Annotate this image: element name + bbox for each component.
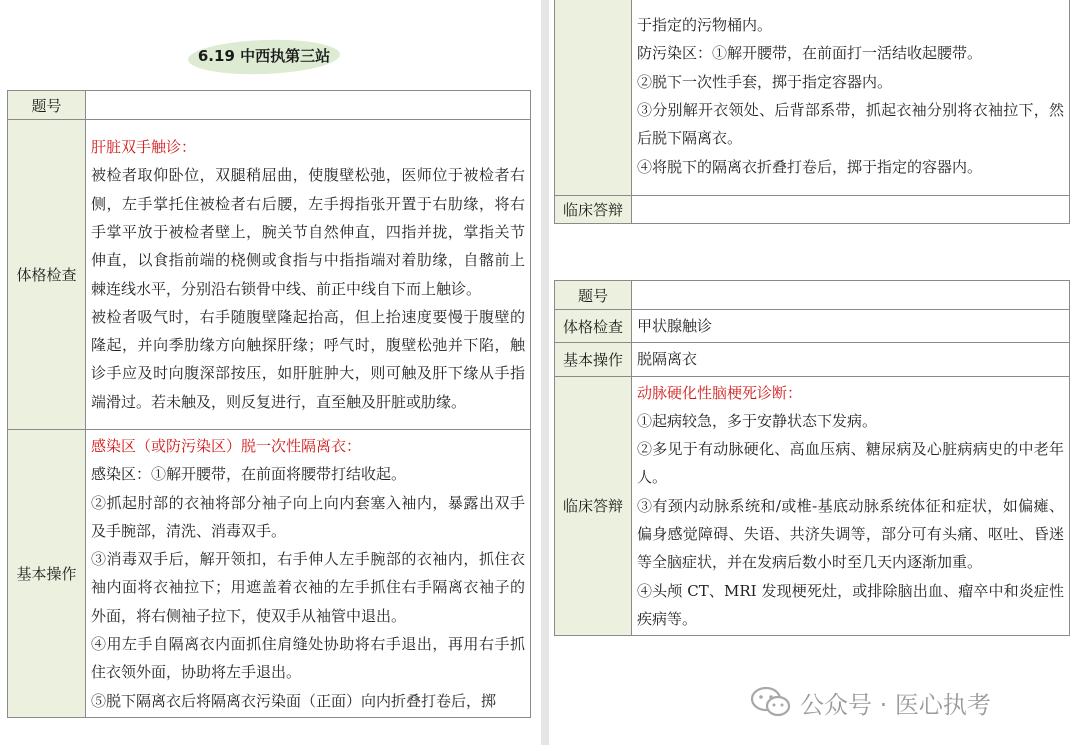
watermark-text: 公众号 · 医心执考: [800, 690, 991, 719]
paragraph: ④将脱下的隔离衣折叠打卷后，掷于指定的容器内。: [637, 157, 983, 176]
title-text: 6.19 中西执第三站: [197, 47, 331, 65]
row-label-basic-operation: 基本操作: [8, 430, 86, 718]
section-heading: 动脉硬化性脑梗死诊断：: [637, 383, 803, 402]
paragraph: ④用左手自隔离衣内面抓住肩缝处协助将右手退出，再用右手抓住衣领外面，协助将左手退出。: [91, 635, 525, 682]
paragraph: ③分别解开衣领处、后背部系带，抓起衣袖分别将衣袖拉下，然后脱下隔离衣。: [637, 101, 1064, 148]
table-row: [555, 343, 1070, 376]
paragraph: ②抓起肘部的衣袖将部分袖子向上向内套塞入袖内，暴露出双手及手腕部，清洗、消毒双手。: [91, 493, 525, 540]
paragraph: ⑤脱下隔离衣后将隔离衣污染面（正面）向内折叠打卷后，掷: [91, 691, 497, 710]
question-number-value: [632, 281, 1070, 310]
paragraph: 于指定的污物桶内。: [637, 16, 773, 35]
row-label-question-number: 题号: [555, 281, 632, 310]
clinical-defense-content: [632, 376, 1070, 636]
section-heading: 肝脏双手触诊：: [91, 138, 197, 157]
section-heading: 感染区（或防污染区）脱一次性隔离衣：: [91, 437, 362, 455]
right-top-table: [554, 0, 1070, 224]
table-row: [555, 0, 1070, 196]
paragraph: 被检者吸气时，右手随腹壁隆起抬高，但上抬速度要慢于腹壁的隆起，并向季肋缘方向触探肝缘；呼气时，腹壁松弛并下陷，触诊手应及时向腹深部按压，如肝脏肿大，则可触及肝下缘从手指端滑过。若未触及，则反复进行，直至触及肝脏或肋缘。: [91, 307, 525, 411]
basic-operation-content: [86, 430, 531, 718]
wechat-icon: [750, 685, 792, 719]
paragraph: ①起病较急，多于安静状态下发病。: [637, 411, 878, 430]
paragraph: ②多见于有动脉硬化、高血压病、糖尿病及心脏病病史的中老年人。: [637, 440, 1064, 487]
table-row: [555, 376, 1070, 636]
table-row: [8, 430, 531, 718]
table-row: [555, 281, 1070, 310]
physical-exam-value: 甲状腺触诊: [632, 310, 1070, 343]
row-label-clinical-defense: 临床答辩: [555, 196, 632, 224]
paragraph: ③有颈内动脉系统和/或椎-基底动脉系统体征和症状，如偏瘫、偏身感觉障碍、失语、共济失调等，部分可有头痛、呕吐、昏迷等全脑症状，并在发病后数小时至几天内逐渐加重。: [637, 496, 1064, 572]
paragraph: ②脱下一次性手套，掷于指定容器内。: [637, 72, 893, 91]
row-label-question-number: 题号: [8, 91, 86, 120]
row-label-basic-operation: 基本操作: [555, 343, 632, 376]
paragraph: 感染区：①解开腰带，在前面将腰带打结收起。: [91, 465, 407, 484]
table-row: [555, 310, 1070, 343]
paragraph: 防污染区：①解开腰带，在前面打一活结收起腰带。: [637, 44, 983, 63]
page-title: [188, 38, 340, 74]
physical-exam-content: [86, 120, 531, 430]
left-exam-table: [7, 90, 531, 718]
clinical-defense-value: [632, 196, 1070, 224]
question-number-value: [86, 91, 531, 120]
watermark: [750, 682, 1070, 722]
right-bottom-table: [554, 280, 1070, 636]
paragraph: ③消毒双手后，解开领扣，右手伸人左手腕部的衣袖内，抓住衣袖内面将衣袖拉下；用遮盖着衣袖的左手抓住右手隔离衣袖子的外面，将右侧袖子拉下，使双手从袖管中退出。: [91, 550, 525, 625]
row-label-physical-exam: 体格检查: [8, 120, 86, 430]
table-row: [8, 91, 531, 120]
basic-operation-value: 脱隔离衣: [632, 343, 1070, 376]
row-label-physical-exam: 体格检查: [555, 310, 632, 343]
page-separator: [541, 0, 549, 745]
paragraph: ④头颅 CT、MRI 发现梗死灶，或排除脑出血、瘤卒中和炎症性疾病等。: [637, 581, 1064, 628]
table-row: [8, 120, 531, 430]
table-row: [555, 196, 1070, 224]
row-label-continued: [555, 0, 632, 196]
row-label-clinical-defense: 临床答辩: [555, 376, 632, 636]
paragraph: 被检者取仰卧位，双腿稍屈曲，使腹壁松弛，医师位于被检者右侧，左手掌托住被检者右后腰，左手拇指张开置于右肋缘，将右手掌平放于被检者壁上，腕关节自然伸直，四指并拢，掌指关节伸直，以食指前端的桡侧或食指与中指指端对着肋缘，自髂前上棘连线水平，分别沿右锁骨中线、前正中线自下而上触诊。: [91, 166, 525, 298]
continued-content: [632, 0, 1070, 196]
